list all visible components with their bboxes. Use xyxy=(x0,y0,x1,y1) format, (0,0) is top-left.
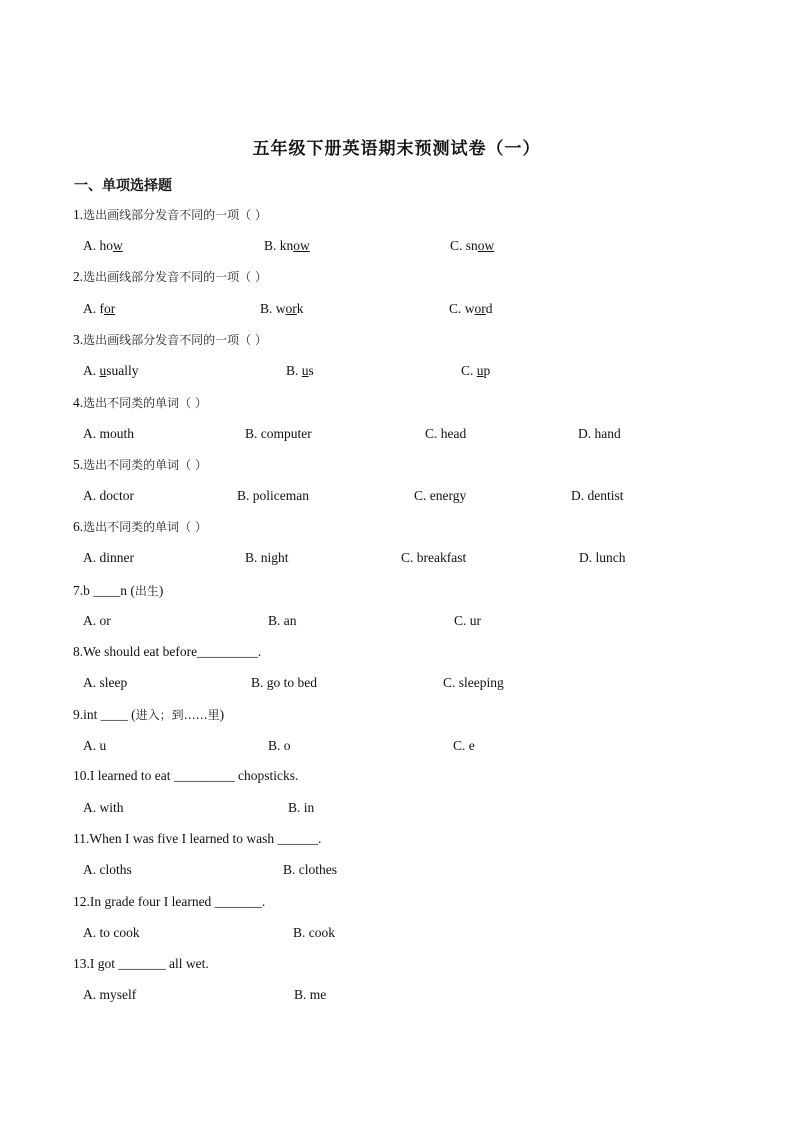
question-text: 选出不同类的单词（ ） xyxy=(83,458,207,472)
q6-option-a[interactable]: A. dinner xyxy=(83,550,134,565)
q12-option-a[interactable]: A. to cook xyxy=(83,925,140,940)
question-text: 选出不同类的单词（ ） xyxy=(83,396,207,410)
question-number: 5. xyxy=(73,457,84,472)
q1-option-b[interactable]: B. know xyxy=(264,238,310,253)
q3-option-a[interactable]: A. usually xyxy=(83,363,139,378)
q3-option-b[interactable]: B. us xyxy=(286,363,314,378)
q11-option-b[interactable]: B. clothes xyxy=(283,862,337,877)
q8-option-c[interactable]: C. sleeping xyxy=(443,675,504,690)
question-4 xyxy=(73,394,207,411)
q12-option-b[interactable]: B. cook xyxy=(293,925,335,940)
question-number: 4. xyxy=(73,395,84,410)
q6-option-d[interactable]: D. lunch xyxy=(579,550,626,565)
question-text: 选出画线部分发音不同的一项（ ） xyxy=(83,270,267,284)
q4-option-b[interactable]: B. computer xyxy=(245,426,312,441)
question-5 xyxy=(73,456,207,473)
q2-option-c[interactable]: C. word xyxy=(449,301,493,316)
page-title: 五年级下册英语期末预测试卷（一） xyxy=(252,139,541,159)
question-13: 13.I got _______ all wet. xyxy=(73,956,209,971)
section-heading: 一、单项选择题 xyxy=(74,178,172,194)
q6-option-b[interactable]: B. night xyxy=(245,550,289,565)
question-8: 8.We should eat before_________. xyxy=(73,644,262,659)
q7-option-c[interactable]: C. ur xyxy=(454,613,481,628)
q4-option-a[interactable]: A. mouth xyxy=(83,426,135,441)
question-11: 11.When I was five I learned to wash ______. xyxy=(73,831,322,846)
q1-option-a[interactable]: A. how xyxy=(83,238,123,253)
question-number: 2. xyxy=(73,269,84,284)
q5-option-d[interactable]: D. dentist xyxy=(571,488,624,503)
q4-option-c[interactable]: C. head xyxy=(425,426,467,441)
question-2 xyxy=(73,268,267,285)
question-7: 7.b ____n (出生) xyxy=(73,583,164,598)
question-number: 1. xyxy=(73,207,84,222)
question-number: 3. xyxy=(73,332,84,347)
question-number: 6. xyxy=(73,519,84,534)
question-6 xyxy=(73,518,207,535)
q13-option-a[interactable]: A. myself xyxy=(83,987,137,1002)
q7-option-b[interactable]: B. an xyxy=(268,613,297,628)
q2-option-a[interactable]: A. for xyxy=(83,301,116,316)
question-text: 选出画线部分发音不同的一项（ ） xyxy=(83,333,267,347)
q6-option-c[interactable]: C. breakfast xyxy=(401,550,467,565)
question-10: 10.I learned to eat _________ chopsticks. xyxy=(73,768,299,783)
q10-option-a[interactable]: A. with xyxy=(83,800,124,815)
q1-option-c[interactable]: C. snow xyxy=(450,238,495,253)
question-9: 9.int ____ (进入；到……里) xyxy=(73,707,225,722)
q8-option-a[interactable]: A. sleep xyxy=(83,675,128,690)
question-3 xyxy=(73,331,267,348)
q11-option-a[interactable]: A. cloths xyxy=(83,862,132,877)
q2-option-b[interactable]: B. work xyxy=(260,301,304,316)
question-12: 12.In grade four I learned _______. xyxy=(73,894,266,909)
q5-option-b[interactable]: B. policeman xyxy=(237,488,309,503)
q4-option-d[interactable]: D. hand xyxy=(578,426,621,441)
q5-option-c[interactable]: C. energy xyxy=(414,488,467,503)
question-text: 选出画线部分发音不同的一项（ ） xyxy=(83,208,267,222)
question-text: 选出不同类的单词（ ） xyxy=(83,520,207,534)
q7-option-a[interactable]: A. or xyxy=(83,613,111,628)
question-1 xyxy=(73,206,267,223)
q9-option-c[interactable]: C. e xyxy=(453,738,475,753)
q13-option-b[interactable]: B. me xyxy=(294,987,327,1002)
q9-option-b[interactable]: B. o xyxy=(268,738,291,753)
q3-option-c[interactable]: C. up xyxy=(461,363,491,378)
q10-option-b[interactable]: B. in xyxy=(288,800,315,815)
q5-option-a[interactable]: A. doctor xyxy=(83,488,134,503)
q9-option-a[interactable]: A. u xyxy=(83,738,107,753)
q8-option-b[interactable]: B. go to bed xyxy=(251,675,317,690)
